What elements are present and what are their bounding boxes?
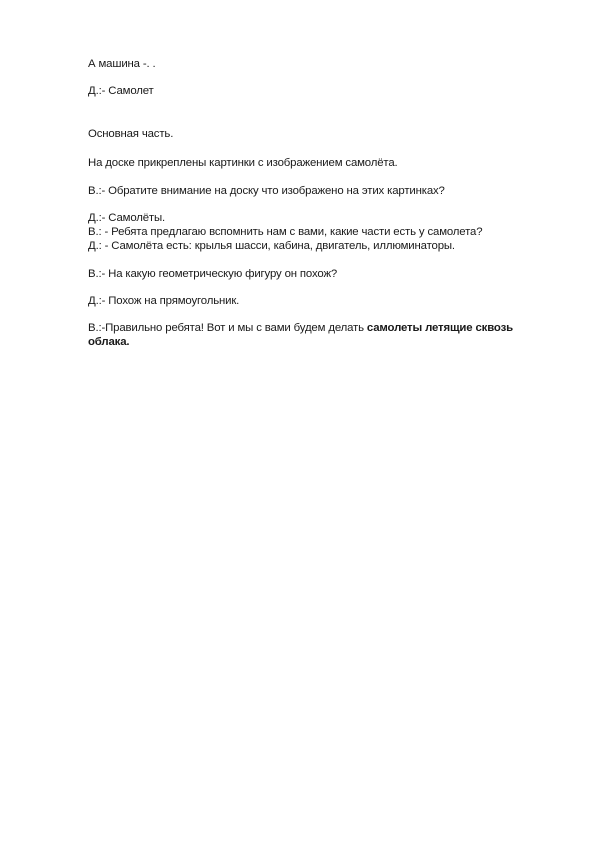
text-line-1: А машина -. . — [88, 58, 156, 70]
text-line-4: В.:- Обратите внимание на доску что изображено на этих картинках? — [88, 185, 445, 197]
text-line-10-bold: самолеты летящие сквозь облака. — [88, 322, 513, 348]
text-line-2: Д.:- Самолет — [88, 85, 154, 97]
text-line-8: В.:- На какую геометрическую фигуру он похож? — [88, 268, 338, 280]
text-line-3: На доске прикреплены картинки с изображением самолёта. — [88, 157, 398, 169]
text-line-9: Д.:- Похож на прямоугольник. — [88, 295, 240, 307]
section-title: Основная часть. — [88, 128, 174, 140]
text-line-10-plain: В.:-Правильно ребята! Вот и мы с вами будем делать — [88, 322, 367, 334]
text-line-10 — [88, 321, 528, 349]
text-line-5: Д.:- Самолёты. — [88, 212, 166, 224]
text-line-7: Д.: - Самолёта есть: крылья шасси, кабина, двигатель, иллюминаторы. — [88, 240, 455, 252]
text-line-6: В.: - Ребята предлагаю вспомнить нам с вами, какие части есть у самолета? — [88, 226, 483, 238]
